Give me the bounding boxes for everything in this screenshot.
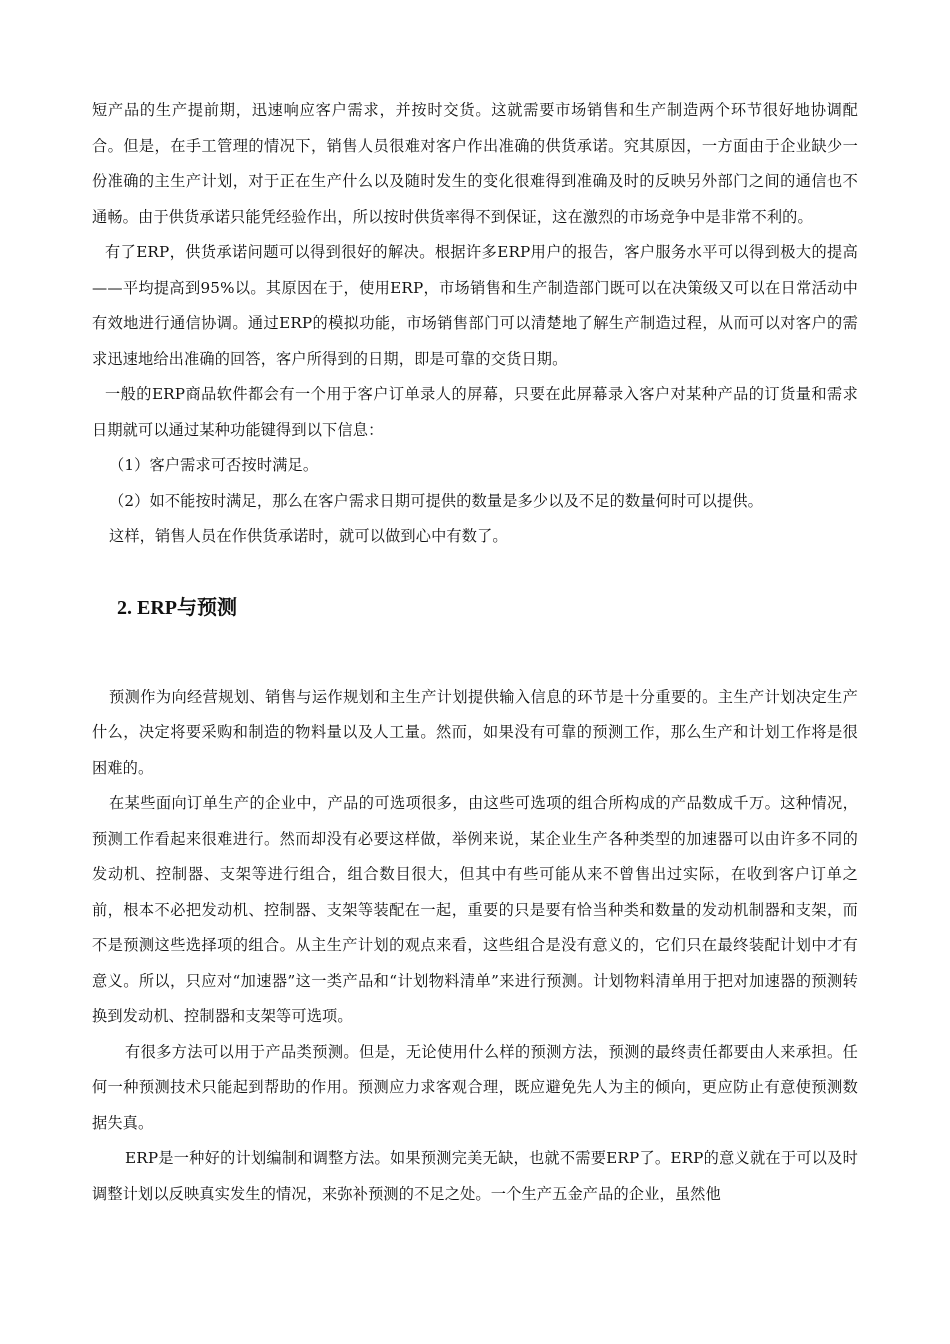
section-heading: 2. ERP与预测	[117, 596, 237, 619]
paragraph-conclusion: 这样，销售人员在作供货承诺时，就可以做到心中有数了。	[109, 527, 508, 545]
paragraph-make-to-order: 在某些面向订单生产的企业中，产品的可选项很多，由这些可选项的组合所构成的产品数成千万。这种情况，预测工作看起来很难进行。然而却没有必要这样做，举例来说，某企业生产各种类型的加速器可以由许多不同的发动机、控制器、支架等进行组合，组合数目很大，但其中有些可能从来不曾售出过实际，在收到客户订单之前，根本不必把发动机、控制器、支架等装配在一起，重要的只是要有恰当种类和数量的发动机制器和支架，而不是预测这些选择项的组合。从主生产计划的观点来看，这些组合是没有意义的，它们只在最终装配计划中才有意义。所以，只应对“加速器”这一类产品和“计划物料清单”来进行预测。计划物料清单用于把对加速器的预测转换到发动机、控制器和支架等可选项。	[92, 794, 858, 1025]
paragraph-erp-adjustment: ERP是一种好的计划编制和调整方法。如果预测完美无缺，也就不需要ERP了。ERP的意义就在于可以及时调整计划以反映真实发生的情况，来弥补预测的不足之处。一个生产五金产品的企业，虽然他	[92, 1149, 858, 1203]
list-item-2: （2）如不能按时满足，那么在客户需求日期可提供的数量是多少以及不足的数量何时可以提供。	[109, 491, 763, 510]
list-item-1: （1）客户需求可否按时满足。	[109, 456, 319, 474]
document-body	[92, 93, 858, 1212]
paragraph-erp-solution: 有了ERP，供货承诺问题可以得到很好的解决。根据许多ERP用户的报告，客户服务水平可以得到极大的提高——平均提高到95%以。其原因在于，使用ERP，市场销售和生产制造部门既可以在决策级又可以在日常活动中有效地进行通信协调。通过ERP的模拟功能，市场销售部门可以清楚地了解生产制造过程，从而可以对客户的需求迅速地给出准确的回答，客户所得到的日期，即是可靠的交货日期。	[92, 243, 858, 368]
paragraph-forecast-methods: 有很多方法可以用于产品类预测。但是，无论使用什么样的预测方法，预测的最终责任都要由人来承担。任何一种预测技术只能起到帮助的作用。预测应力求客观合理，既应避免先人为主的倾向，更应防止有意使预测数据失真。	[92, 1042, 858, 1132]
paragraph-order-entry-screen: 一般的ERP商品软件都会有一个用于客户订单录人的屏幕，只要在此屏幕录入客户对某种产品的订货量和需求日期就可以通过某种功能键得到以下信息：	[92, 385, 858, 439]
paragraph-supply-promise-problem: 短产品的生产提前期，迅速响应客户需求，并按时交货。这就需要市场销售和生产制造两个环节很好地协调配合。但是，在手工管理的情况下，销售人员很难对客户作出准确的供货承诺。究其原因，一方面由于企业缺少一份准确的主生产计划，对于正在生产什么以及随时发生的变化很难得到准确及时的反映另外部门之间的通信也不通畅。由于供货承诺只能凭经验作出，所以按时供货率得不到保证，这在激烈的市场竞争中是非常不利的。	[92, 101, 858, 226]
paragraph-forecast-importance: 预测作为向经营规划、销售与运作规划和主生产计划提供输入信息的环节是十分重要的。主生产计划决定生产什么，决定将要采购和制造的物料量以及人工量。然而，如果没有可靠的预测工作，那么生产和计划工作将是很困难的。	[92, 687, 858, 777]
spacer	[92, 623, 858, 680]
spacer	[92, 555, 858, 593]
